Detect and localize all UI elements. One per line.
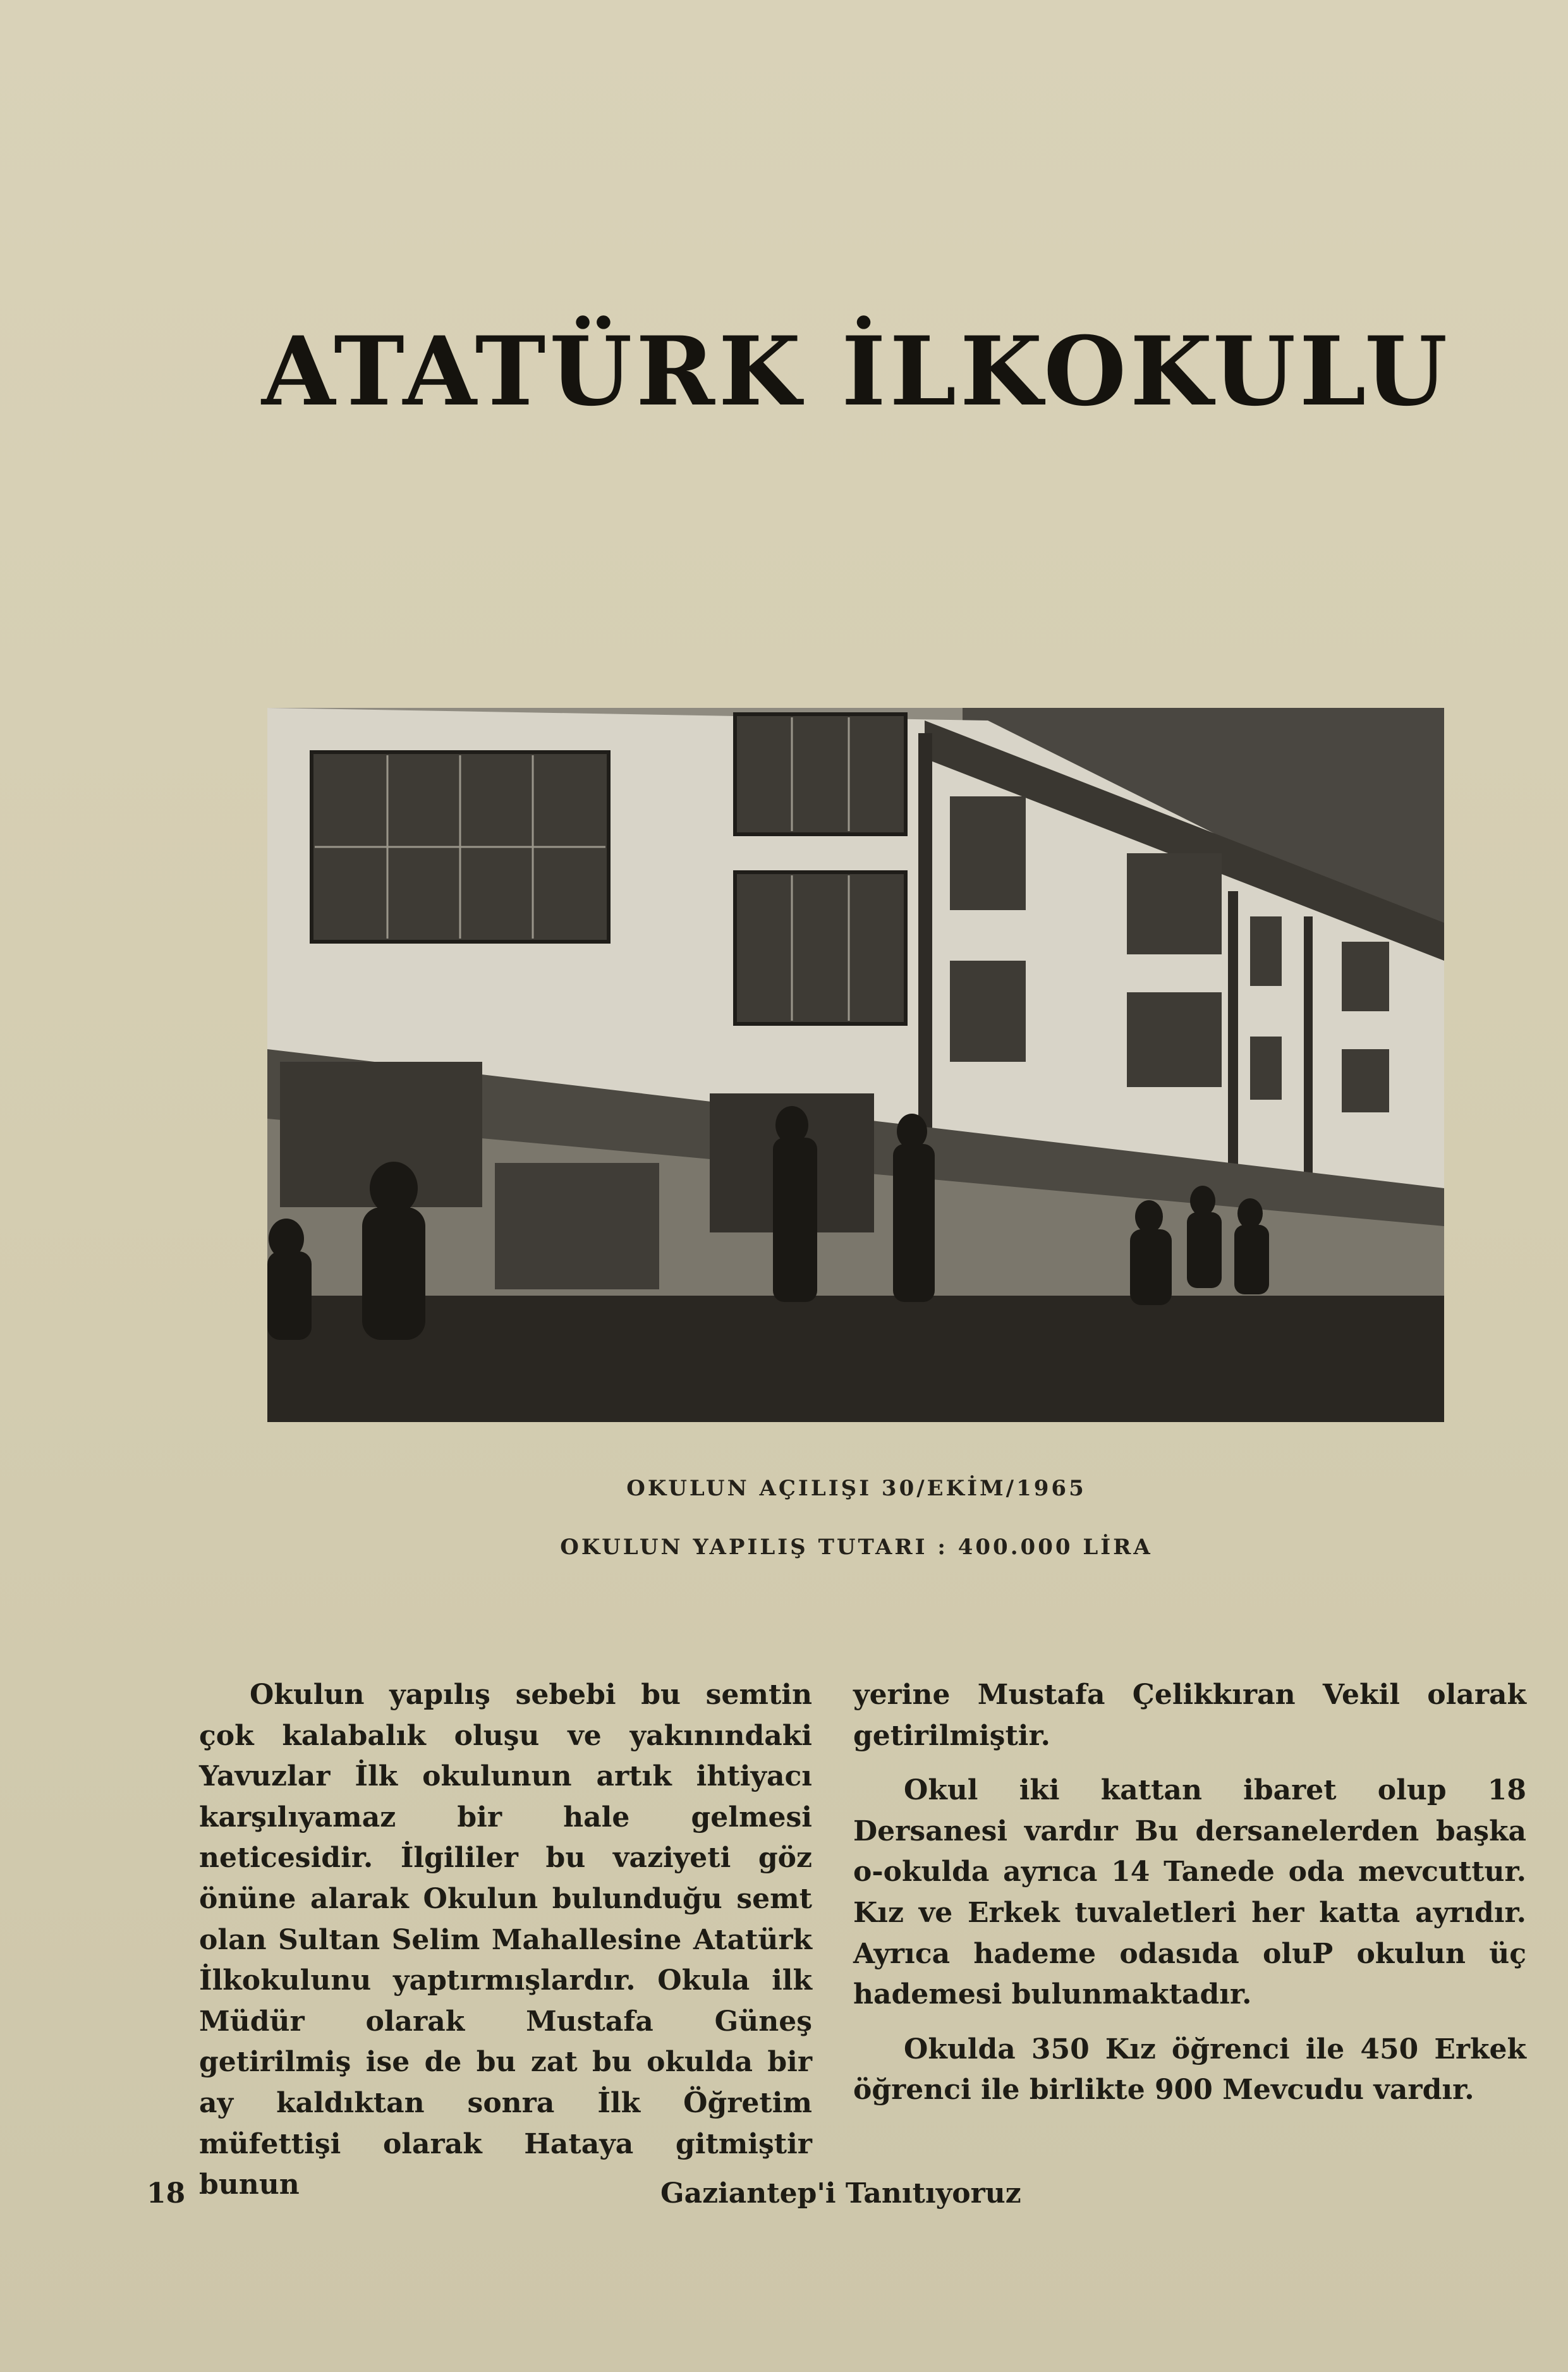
opening-date-caption: OKULUN AÇILIŞI 30/EKİM/1965 [626,1476,1086,1501]
paragraph: yerine Mustafa Çelikkıran Vekil olarak getirilmiştir. [853,1679,1526,1752]
paragraph: Okul iki kattan ibaret olup 18 Dersanesi vardır Bu dersanelerden başka o-okulda ayrıca 14 Tanede oda mevcuttur. Kız ve Erkek tuvaletleri her katta ayrıdır. Ayrıca hademe odasıda oluP okulun üç hademesi bulunmaktadır. [853,1774,1526,2011]
construction-cost-caption: OKULUN YAPILIŞ TUTARI : 400.000 LİRA [560,1535,1153,1560]
running-title: Gaziantep'i Tanıtıyoruz [660,2177,1021,2210]
page-number: 18 [147,2177,186,2210]
article-column-right [853,1675,1526,2125]
article-title: ATATÜRK İLKOKULU [261,316,1451,427]
school-photo [267,708,1444,1422]
paragraph: Okulun yapılış sebebi bu semtin çok kalabalık oluşu ve yakınındaki Yavuzlar İlk okulunun artık ihtiyacı karşılıyamaz bir hale gelmesi neticesidir. İlgililer bu vaziyeti göz önüne alarak Okulun bulunduğu semt olan Sultan Selim Mahallesine Atatürk İlkokulunu yaptırmışlardır. Okula ilk Müdür olarak Mustafa Güneş getirilmiş ise de bu zat bu okulda bir ay kaldıktan sonra İlk Öğretim müfettişi olarak Hataya gitmiştir bunun [199,1679,812,2201]
article-column-left [199,1675,812,2220]
paragraph: Okulda 350 Kız öğrenci ile 450 Erkek öğrenci ile birlikte 900 Mevcudu vardır. [853,2033,1526,2107]
